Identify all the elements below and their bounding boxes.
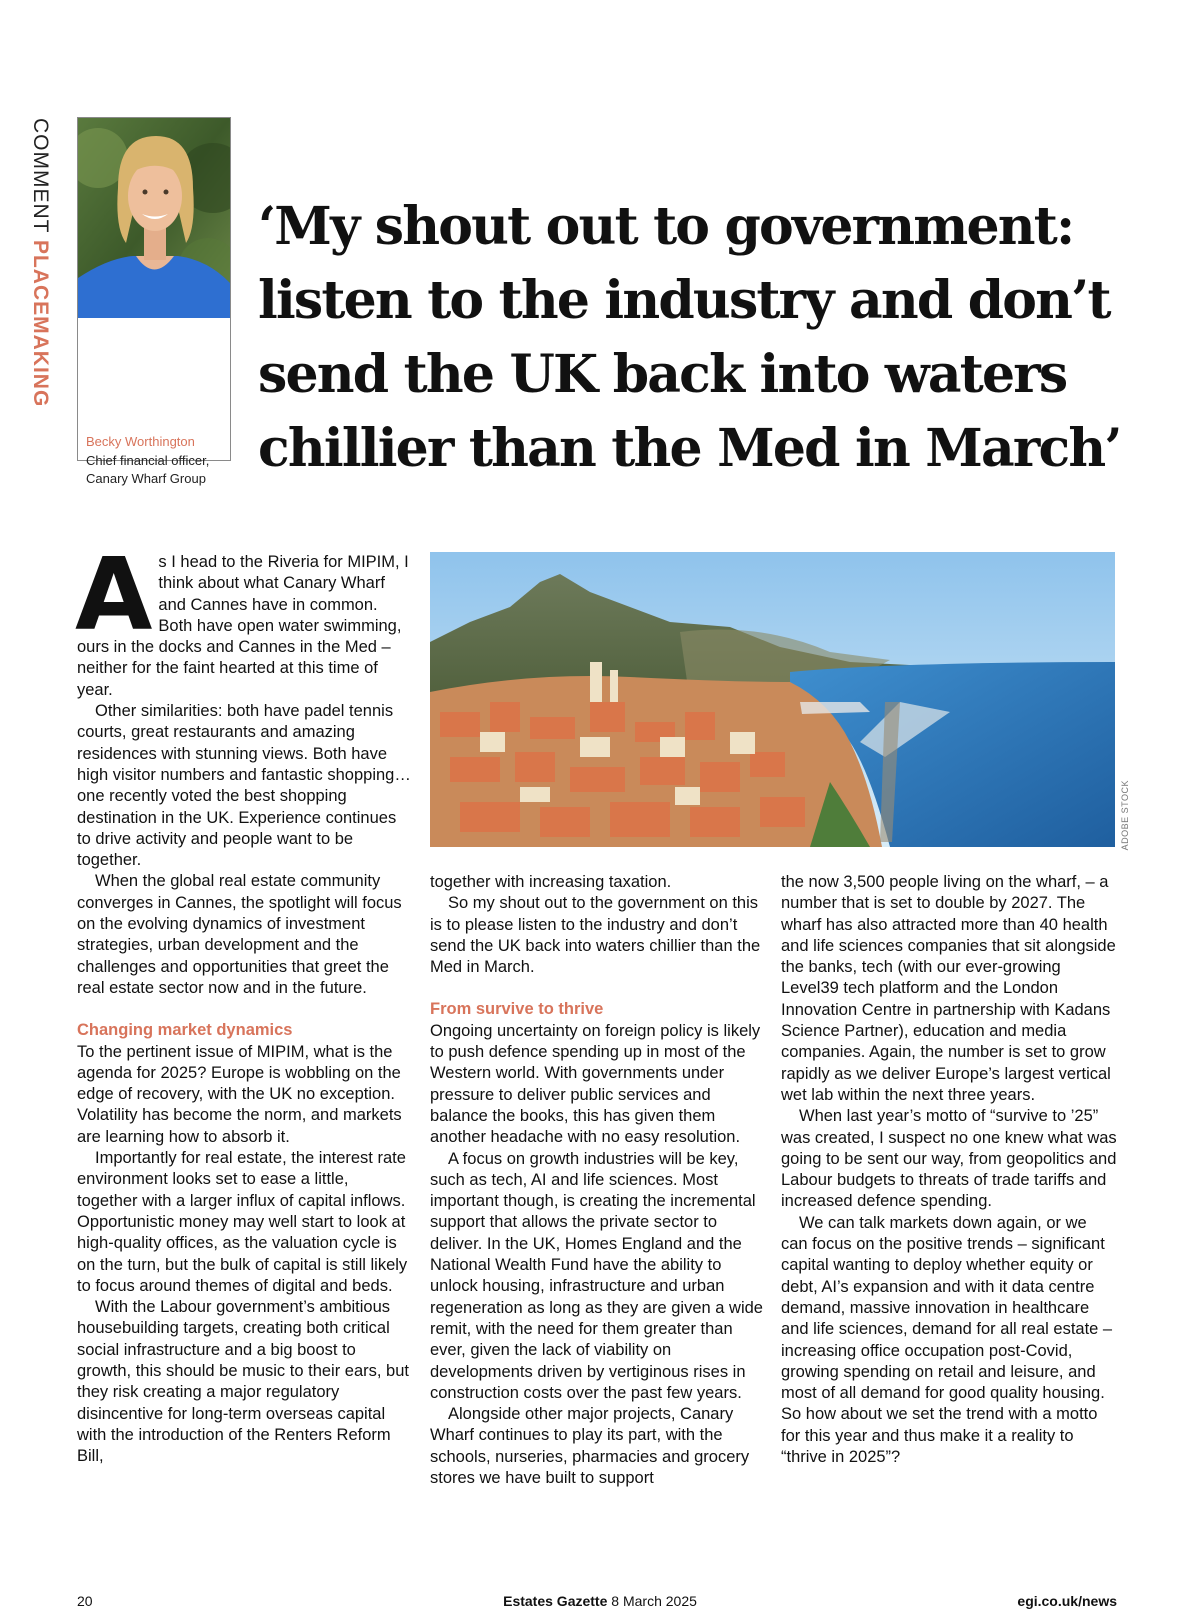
- column-3: [781, 872, 1117, 1468]
- headline: ‘My shout out to government: listen to the industry and don’t send the UK back into waters chillier than the Med in March’: [258, 196, 1121, 479]
- col2-paragraph-4: A focus on growth industries will be key, such as tech, AI and life sciences. Most important though, is creating the incremental support that allows the private sector to deliver. In the UK, Homes England and the National Wealth Fund have the ability to unlock housing, infrastructure and urban regeneration as long as they are given a wide remit, with the need for them greater than ever, given the lack of viability on developments driven by vertiginous rises in construction costs over the past few years.: [430, 1149, 763, 1402]
- column-1: [75, 536, 413, 1467]
- col1-paragraph-4: To the pertinent issue of MIPIM, what is the agenda for 2025? Europe is wobbling on the edge of recovery, with the UK no exception. Volatility has become the norm, and markets are learning how to absorb it.: [77, 1042, 402, 1146]
- page-number: 20: [77, 1593, 93, 1609]
- publication-date: 8 March 2025: [607, 1593, 697, 1609]
- riviera-photo: [430, 552, 1115, 847]
- col1-p1-text: s I head to the Riveria for MIPIM, I think about what Canary Wharf and Cannes have in common. Both have open water swimming, ours in the docks and Cannes in the Med – neither for the faint hearted at this time of year.: [77, 553, 409, 699]
- col2-paragraph-3: Ongoing uncertainty on foreign policy is likely to push defence spending up in most of the Western world. With governments under pressure to deliver public services and balance the books, this has given them another headache with no easy resolution.: [430, 1021, 761, 1147]
- col1-paragraph-2: Other similarities: both have padel tennis courts, great restaurants and amazing residences with stunning views. Both have high visitor numbers and fantastic shopping… one recently voted the best shopping destination in the UK. Experience continues to drive activity and people want to be together.: [77, 702, 411, 870]
- publication-name: Estates Gazette: [503, 1593, 608, 1609]
- col1-paragraph-3: When the global real estate community converges in Cannes, the spotlight will focus on the evolving dynamics of investment strategies, urban development and the challenges and opportunities that greet the real estate sector now and in the future.: [77, 872, 402, 997]
- col2-paragraph-1: together with increasing taxation.: [430, 873, 672, 891]
- author-role: [86, 452, 231, 488]
- photo-credit: ADOBE STOCK: [1120, 780, 1130, 851]
- column-2: [430, 872, 766, 1489]
- author-role-line2: Canary Wharf Group: [86, 471, 206, 486]
- author-name: Becky Worthington: [86, 434, 195, 449]
- col1-paragraph-6: With the Labour government’s ambitious housebuilding targets, creating both critical social infrastructure and a big boost to growth, this should be music to their ears, but they risk creating a major regulatory disincentive for long-term overseas capital with the introduction of the Renters Reform Bill,: [77, 1298, 409, 1466]
- col1-paragraph-5: Importantly for real estate, the interest rate environment looks set to ease a little, together with a larger influx of capital inflows. Opportunistic money may well start to look at high-quality offices, as the valuation cycle is on the turn, but the bulk of capital is still likely to focus around themes of digital and beds.: [77, 1149, 408, 1295]
- col3-paragraph-1: the now 3,500 people living on the wharf, – a number that is set to double by 2027. The wharf has also attracted more than 40 health and life sciences companies that sit alongside the banks, tech (with our ever-growing Level39 tech platform and the London Innovation Centre in partnership with Kadans Science Partner), education and media companies. Again, the number is set to grow rapidly as we deliver Europe’s largest vertical wet lab within the next three years.: [781, 873, 1116, 1104]
- subhead-changing-market-dynamics: Changing market dynamics: [77, 1021, 293, 1040]
- section-label: [28, 118, 52, 408]
- author-role-line1: Chief financial officer,: [86, 453, 210, 468]
- col1-paragraph-1: [75, 536, 413, 701]
- author-box: [77, 117, 231, 486]
- section-comment: COMMENT: [29, 118, 52, 240]
- author-portrait: [78, 118, 230, 318]
- dropcap: A: [75, 536, 153, 653]
- col3-paragraph-2: When last year’s motto of “survive to ’25” was created, I suspect no one knew what was going to be sent our way, from geopolitics and Labour budgets to threats of trade tariffs and increased defence spending.: [781, 1107, 1117, 1211]
- col3-paragraph-3: We can talk markets down again, or we can focus on the positive trends – significant capital wanting to deploy whether equity or debt, AI’s expansion and with it data centre demand, massive innovation in healthcare and life sciences, demand for all real estate – increasing office occupation post-Covid, growing spending on retail and leisure, and most of all demand for good quality housing. So how about we set the trend with a motto for this year and thus make it a reality to “thrive in 2025”?: [781, 1213, 1113, 1467]
- subhead-from-survive-to-thrive: From survive to thrive: [430, 1000, 604, 1019]
- footer-url[interactable]: egi.co.uk/news: [1017, 1593, 1117, 1609]
- section-placemaking: PLACEMAKING: [29, 239, 52, 408]
- col2-paragraph-5: Alongside other major projects, Canary Wharf continues to play its part, with the schools, nurseries, pharmacies and grocery stores we have built to support: [430, 1405, 750, 1488]
- col2-paragraph-2: So my shout out to the government on this is to please listen to the industry and don’t send the UK back into waters chillier than the Med in March.: [430, 894, 761, 977]
